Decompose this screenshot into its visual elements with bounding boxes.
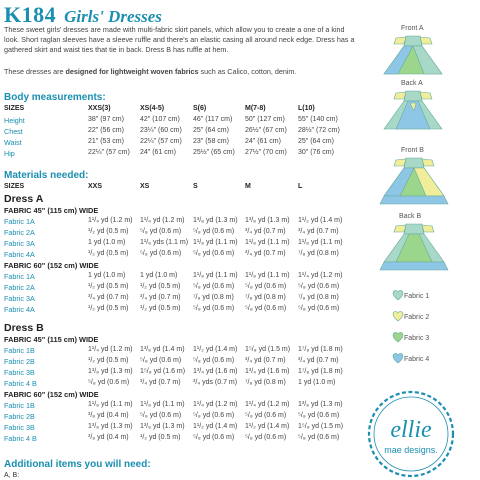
yardage-value: ⁵/₈ yd (0.6 m) (88, 379, 130, 386)
yardage-value: 1¹/₈ yd (1.1 m) (245, 239, 290, 246)
yardage-value: 1 yd (1.0 m) (88, 239, 126, 246)
fabric-label: Fabric 3B (4, 423, 35, 432)
yardage-value: 1¹/₂ yd (1.4 m) (298, 217, 343, 224)
measure-label: Height (4, 116, 25, 125)
fabric-label: Fabric 4 B (4, 379, 37, 388)
yardage-value: 1⁷/₈ yd (1.8 m) (298, 368, 343, 375)
fabric-label: Fabric 2B (4, 357, 35, 366)
measure-value: 50" (127 cm) (245, 116, 285, 123)
measure-value: 24" (61 cm) (245, 138, 281, 145)
measure-value: 22¼" (57 cm) (88, 149, 130, 156)
yardage-value: ¹/₂ yd (0.5 m) (88, 228, 129, 235)
measure-value: 27½" (70 cm) (245, 149, 287, 156)
yardage-value: ¹/₂ yd (0.5 m) (140, 305, 181, 312)
measure-value: 23" (58 cm) (193, 138, 229, 145)
yardage-value: ⁵/₈ yd (0.6 m) (140, 228, 182, 235)
yardage-value: 1⁵/₈ yd (1.6 m) (140, 368, 186, 375)
measure-value: 22" (56 cm) (88, 127, 124, 134)
intro-text: These sweet girls' dresses are made with multi-fabric skirt panels, which allow you to create a one of a kind look. Short raglan sleeves have a sleeve ruffle and there's an elastic casing all around neck edge. Dress has a gathered skirt and waist ties that tie in back. Dress B has ruffle at hem. (4, 25, 355, 54)
measure-value: 21" (53 cm) (88, 138, 124, 145)
measure-value: 28½" (72 cm) (298, 127, 340, 134)
yardage-value: 1³/₈ yd (1.3 m) (88, 368, 133, 375)
yardage-value: ³/₄ yd (0.7 m) (140, 294, 181, 301)
measure-value: 25" (64 cm) (298, 138, 334, 145)
fabrics-note-post: such as Calico, cotton, denim. (200, 67, 297, 76)
legend-fabric-1: Fabric 1 (404, 293, 430, 300)
yardage-value: ⁷/₈ yd (0.8 m) (245, 379, 286, 386)
materials-size-header: XS (140, 183, 150, 190)
view-label-back-a: Back A (401, 80, 423, 87)
yardage-value: ⁵/₈ yd (0.6 m) (298, 283, 340, 290)
materials-title: Materials needed: (4, 170, 89, 181)
yardage-value: 1 yd (1.0 m) (88, 272, 126, 279)
fabric-label: Fabric 4A (4, 250, 35, 259)
yardage-value: ⁵/₈ yd (0.6 m) (298, 412, 340, 419)
measure-value: 23¼" (60 cm) (140, 127, 182, 134)
yardage-value: ¹/₂ yd (0.5 m) (140, 434, 181, 441)
yardage-value: ³/₄ yd (0.7 m) (245, 357, 286, 364)
fabric-label: Fabric 3A (4, 239, 35, 248)
yardage-value: ⁵/₈ yd (0.6 m) (193, 250, 235, 257)
pattern-code: K184 (4, 2, 57, 27)
view-label-front-a: Front A (401, 25, 424, 32)
legend-fabric-3: Fabric 3 (404, 335, 430, 342)
ellie-mae-logo (366, 389, 456, 479)
materials-size-header: M (245, 183, 251, 190)
yardage-value: 1 yd (1.0 m) (140, 272, 178, 279)
heart-icon (392, 289, 404, 301)
yardage-value: 1¹/₈ yd (1.1 m) (140, 401, 185, 408)
yardage-value: 1¹/₂ yd (1.4 m) (193, 346, 238, 353)
yardage-value: 1¹/₄ yd (1.2 m) (193, 401, 238, 408)
yardage-value: ⁵/₈ yd (0.6 m) (245, 412, 287, 419)
fabric-width-heading: FABRIC 60" (152 cm) WIDE (4, 390, 99, 399)
measure-label: Waist (4, 138, 22, 147)
yardage-value: 1³/₈ yd (1.3 m) (298, 401, 343, 408)
measure-value: 26½" (67 cm) (245, 127, 287, 134)
yardage-value: 1¹/₈ yd (1.1 m) (298, 239, 343, 246)
pattern-name: Girls' Dresses (64, 7, 162, 26)
yardage-value: ³/₄ yd (0.7 m) (245, 250, 286, 257)
yardage-value: 1¹/₈ yd (1.1 m) (88, 401, 133, 408)
dress-a-title: Dress A (4, 193, 44, 205)
fabrics-note-pre: These dresses are (4, 67, 64, 76)
yardage-value: ⁵/₈ yd (0.6 m) (298, 305, 340, 312)
yardage-value: 1¹/₈ yd (1.1 m) (193, 239, 238, 246)
fabric-label: Fabric 2A (4, 283, 35, 292)
yardage-value: 1¹/₄ yd (1.2 m) (245, 401, 290, 408)
yardage-value: ⁷/₈ yd (0.8 m) (298, 294, 339, 301)
size-header: XS(4-5) (140, 105, 165, 112)
fabric-label: Fabric 1A (4, 217, 35, 226)
additional-items-title: Additional items you will need: (4, 459, 151, 470)
yardage-value: ⁵/₈ yd (0.6 m) (245, 283, 287, 290)
fabric-label: Fabric 4A (4, 305, 35, 314)
yardage-value: ⁵/₈ yd (0.6 m) (140, 412, 182, 419)
measure-value: 38" (97 cm) (88, 116, 124, 123)
measure-value: 25½" (65 cm) (193, 149, 235, 156)
yardage-value: ⁵/₈ yd (0.6 m) (140, 357, 182, 364)
fabric-label: Fabric 4 B (4, 434, 37, 443)
dress-front-a-illustration (378, 34, 448, 78)
yardage-value: ⁷/₈ yd (0.8 m) (298, 250, 339, 257)
yardage-value: ⁵/₈ yd (0.6 m) (245, 434, 287, 441)
yardage-value: ³/₈ yd (0.4 m) (88, 434, 129, 441)
yardage-value: ³/₄ yd (0.7 m) (298, 228, 339, 235)
yardage-value: ¹/₂ yd (0.5 m) (88, 250, 129, 257)
size-header: M(7-8) (245, 105, 266, 112)
yardage-value: ⁵/₈ yd (0.6 m) (193, 357, 235, 364)
materials-sizes-label: SIZES (4, 183, 25, 190)
materials-size-header: S (193, 183, 198, 190)
yardage-value: 1⁷/₈ yd (1.8 m) (298, 346, 343, 353)
yardage-value: 1³/₈ yd (1.3 m) (193, 217, 238, 224)
measure-value: 24" (61 cm) (140, 149, 176, 156)
yardage-value: 1⁵/₈ yd (1.5 m) (245, 346, 291, 353)
yardage-value: ³/₄ yd (0.7 m) (140, 379, 181, 386)
yardage-value: ⁵/₈ yd (0.6 m) (193, 412, 235, 419)
fabric-label: Fabric 2A (4, 228, 35, 237)
measure-value: 22¼" (57 cm) (140, 138, 182, 145)
yardage-value: 1¹/₈ yd (1.1 m) (245, 272, 290, 279)
yardage-value: 1⁵/₈ yd (1.5 m) (298, 423, 344, 430)
yardage-value: ⁵/₈ yd (0.6 m) (193, 228, 235, 235)
fabrics-note-bold: designed for lightweight woven fabrics (65, 67, 199, 76)
yardage-value: 1³/₈ yd (1.3 m) (140, 423, 185, 430)
measure-value: 25" (64 cm) (193, 127, 229, 134)
measure-label: Chest (4, 127, 23, 136)
legend-fabric-4: Fabric 4 (404, 356, 430, 363)
yardage-value: 1³/₈ yd (1.3 m) (245, 217, 290, 224)
fabrics-note (4, 67, 360, 76)
yardage-value: 1³/₈ yd (1.3 m) (88, 423, 133, 430)
yardage-value: 1¹/₈ yds (1.1 m) (140, 239, 189, 246)
yardage-value: ³/₄ yds (0.7 m) (193, 379, 238, 386)
legend-fabric-2: Fabric 2 (404, 314, 430, 321)
heart-icon (392, 310, 404, 322)
yardage-value: ⁵/₈ yd (0.6 m) (193, 283, 235, 290)
measure-value: 42" (107 cm) (140, 116, 180, 123)
yardage-value: 1¹/₂ yd (1.4 m) (193, 423, 238, 430)
yardage-value: ⁵/₈ yd (0.6 m) (298, 434, 340, 441)
fabric-label: Fabric 3A (4, 294, 35, 303)
dress-b-title: Dress B (4, 322, 44, 334)
yardage-value: 1³/₈ yd (1.4 m) (140, 346, 185, 353)
yardage-value: ¹/₂ yd (0.5 m) (88, 283, 129, 290)
fabric-label: Fabric 1B (4, 401, 35, 410)
yardage-value: ³/₄ yd (0.7 m) (88, 294, 129, 301)
yardage-value: ¹/₂ yd (0.5 m) (88, 305, 129, 312)
fabric-label: Fabric 3B (4, 368, 35, 377)
body-measurements-title: Body measurements: (4, 92, 106, 103)
yardage-value: 1³/₄ yd (1.6 m) (193, 368, 238, 375)
yardage-value: 1¹/₄ yd (1.2 m) (88, 346, 133, 353)
yardage-value: ³/₄ yd (0.7 m) (245, 228, 286, 235)
heart-icon (392, 331, 404, 343)
dress-front-b-illustration (376, 156, 452, 208)
materials-size-header: L (298, 183, 303, 190)
yardage-value: ¹/₂ yd (0.5 m) (88, 357, 129, 364)
measure-value: 30" (76 cm) (298, 149, 334, 156)
yardage-value: 1¹/₄ yd (1.2 m) (298, 272, 343, 279)
yardage-value: 1 yd (1.0 m) (298, 379, 336, 386)
sizes-label: SIZES (4, 105, 25, 112)
yardage-value: 1¹/₄ yd (1.2 m) (140, 217, 185, 224)
yardage-value: ⁵/₈ yd (0.6 m) (193, 305, 235, 312)
yardage-value: ¹/₂ yd (0.5 m) (140, 283, 181, 290)
fabric-label: Fabric 2B (4, 412, 35, 421)
yardage-value: ⁵/₈ yd (0.6 m) (245, 305, 287, 312)
dress-back-a-illustration (378, 89, 448, 133)
additional-items-ab-label: A, B: (4, 472, 20, 479)
yardage-value: ³/₈ yd (0.4 m) (88, 412, 129, 419)
view-label-back-b: Back B (399, 213, 422, 220)
dress-back-b-illustration (376, 222, 452, 274)
yardage-value: ⁵/₈ yd (0.6 m) (140, 250, 182, 257)
yardage-value: ³/₄ yd (0.7 m) (298, 357, 339, 364)
size-header: S(6) (193, 105, 207, 112)
yardage-value: ⁷/₈ yd (0.8 m) (193, 294, 234, 301)
fabric-label: Fabric 1A (4, 272, 35, 281)
yardage-value: 1¹/₄ yd (1.2 m) (88, 217, 133, 224)
materials-size-header: XXS (88, 183, 103, 190)
fabric-width-heading: FABRIC 60" (152 cm) WIDE (4, 261, 99, 270)
yardage-value: ⁷/₈ yd (0.8 m) (245, 294, 286, 301)
fabric-width-heading: FABRIC 45" (115 cm) WIDE (4, 335, 99, 344)
heart-icon (392, 352, 404, 364)
yardage-value: 1³/₄ yd (1.6 m) (245, 368, 290, 375)
fabric-width-heading: FABRIC 45" (115 cm) WIDE (4, 206, 99, 215)
view-label-front-b: Front B (401, 147, 424, 154)
yardage-value: 1¹/₈ yd (1.1 m) (193, 272, 238, 279)
yardage-value: 1¹/₂ yd (1.4 m) (245, 423, 290, 430)
size-header: XXS(3) (88, 105, 111, 112)
measure-label: Hip (4, 149, 15, 158)
logo-line-1: ellie (390, 417, 432, 443)
logo-line-2: mae designs. (384, 445, 438, 455)
fabric-label: Fabric 1B (4, 346, 35, 355)
yardage-value: ⁵/₈ yd (0.6 m) (193, 434, 235, 441)
measure-value: 46" (117 cm) (193, 116, 233, 123)
measure-value: 55" (140 cm) (298, 116, 338, 123)
size-header: L(10) (298, 105, 315, 112)
